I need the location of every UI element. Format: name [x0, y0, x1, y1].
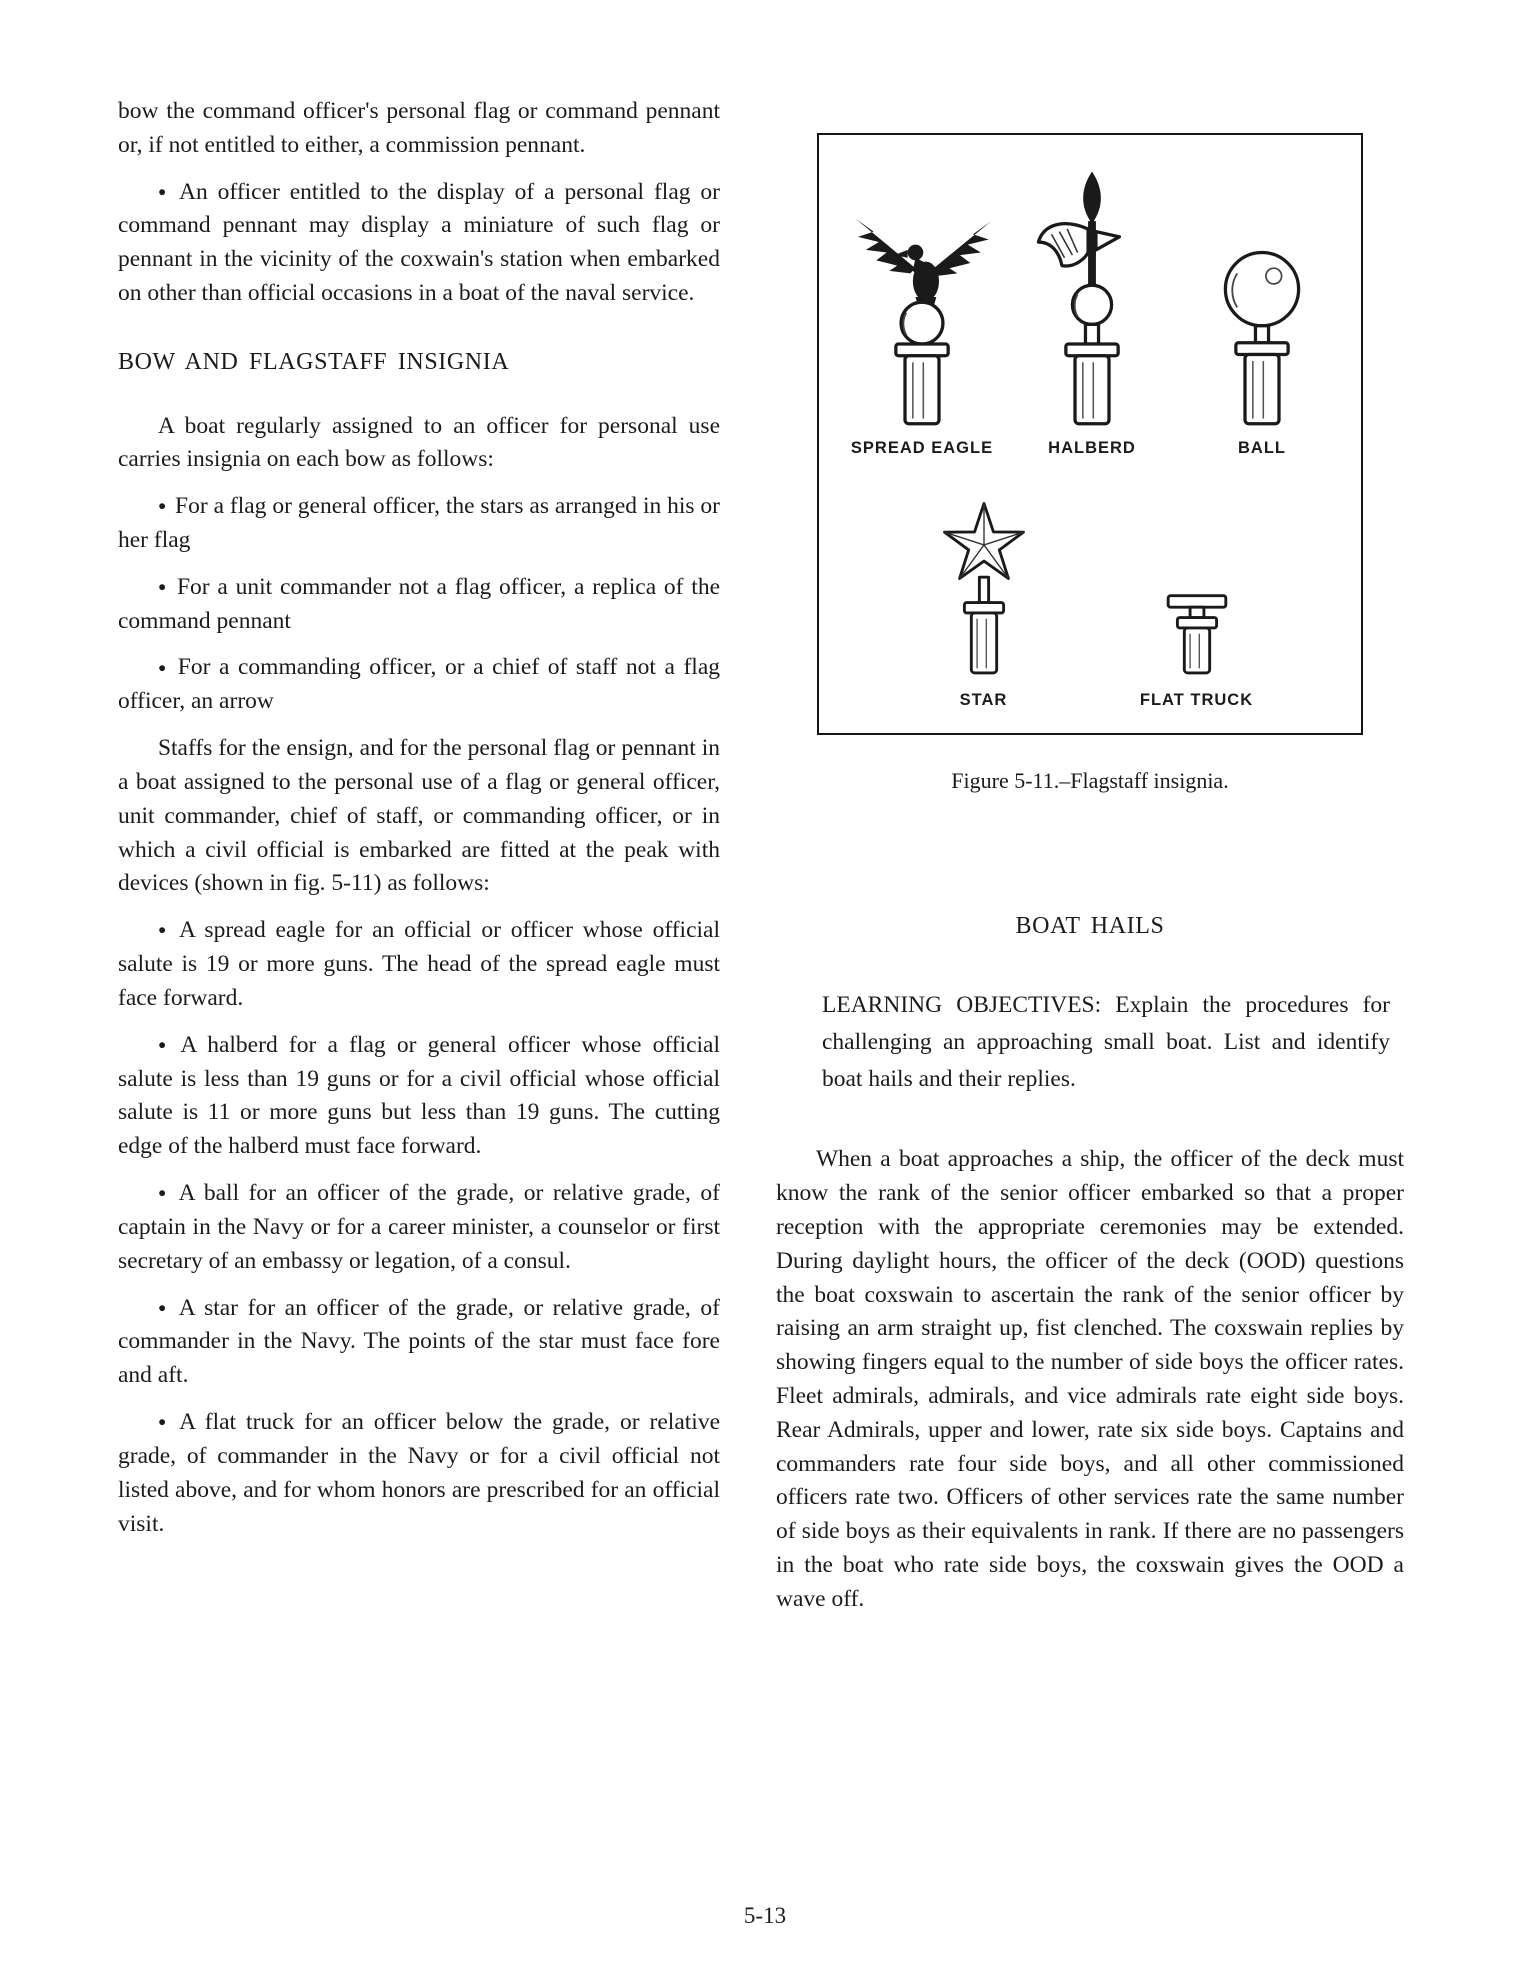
bullet-text: A ball for an officer of the grade, or relative grade, of captain in the Navy or for a career minister, a counselor or first secretary of an embassy or legation, of a consul.	[118, 1180, 721, 1274]
figure-label-ball: BALL	[1238, 439, 1286, 457]
bullet-text: For a unit commander not a flag officer, a replica of the command pennant	[118, 573, 720, 634]
bullet-text: A flat truck for an officer below the grade, or relative grade, of commander in the Navy or for a civil official not listed above, and for whom honors are prescribed for an official visit.	[118, 1409, 721, 1537]
figure-label-star: STAR	[959, 691, 1008, 710]
figure-item-halberd	[1007, 161, 1177, 461]
bullet-icon: ●	[157, 1036, 172, 1052]
bullet-item-spread-eagle	[118, 914, 720, 1015]
bullet-icon: ●	[157, 578, 169, 594]
paragraph-continuation: bow the command officer's personal flag or command pennant or, if not entitled to either, a commission pennant.	[118, 98, 720, 158]
two-column-layout	[118, 95, 1402, 1630]
bullet-item-flag-officer-stars	[118, 490, 720, 558]
figure-caption: Figure 5-11.–Flagstaff insignia.	[951, 768, 1229, 793]
bullet-icon: ●	[157, 1414, 171, 1430]
bullet-item-ball	[118, 1177, 720, 1278]
figure-item-ball	[1177, 161, 1347, 461]
bullet-text: For a commanding officer, or a chief of staff not a flag officer, an arrow	[118, 654, 720, 715]
spread-eagle-illustration	[837, 161, 1007, 429]
bullet-item-commanding-officer-arrow	[118, 651, 720, 719]
paragraph-boat-hails: When a boat approaches a ship, the officer of the deck must know the rank of the senior officer embarked so that a proper reception with the appropriate ceremonies may be extended. During daylight hours, the officer of the deck (OOD) questions the boat coxswain to ascertain the rank of the senior officer by raising an arm straight up, fist clenched. The coxswain replies by showing fingers equal to the number of side boys the officer rates. Fleet admirals, admirals, and vice admirals rate eight side boys. Rear Admirals, upper and lower, rate six side boys. Captains and commanders rate four side boys, and all other commissioned officers rate two. Officers of other services rate the same number of side boys as their equivalents in rank. If there are no passengers in the boat who rate side boys, the coxswain gives the OOD a wave off.	[776, 1146, 1404, 1612]
bullet-icon: ●	[157, 1185, 170, 1201]
bullet-item-halberd	[118, 1029, 720, 1164]
bullet-text: An officer entitled to the display of a personal flag or command pennant may display a miniature of such flag or pennant in the vicinity of the coxwain's station when embarked on other than official occasions in a boat of the naval service.	[118, 178, 720, 307]
ball-illustration	[1177, 161, 1347, 429]
figure-bottom-row	[837, 485, 1343, 713]
figure-box	[817, 133, 1363, 735]
bullet-icon: ●	[157, 922, 171, 938]
bullet-text: For a flag or general officer, the stars as arranged in his or her flag	[118, 493, 720, 553]
bullet-text: A star for an officer of the grade, or relative grade, of commander in the Navy. The points of the star must face fore and aft.	[118, 1294, 720, 1389]
star-illustration	[909, 485, 1059, 681]
bullet-icon: ●	[157, 498, 167, 514]
figure-top-row	[837, 161, 1343, 461]
bullet-text: A spread eagle for an official or officer whose official salute is 19 or more guns. The head of the spread eagle must face forward.	[118, 917, 720, 1011]
section-heading-boat-hails: BOAT HAILS	[1015, 912, 1165, 939]
figure-item-flat-truck	[1122, 485, 1272, 713]
bullet-item-miniature-flag	[118, 176, 720, 311]
halberd-illustration	[1007, 161, 1177, 429]
bullet-icon: ●	[157, 1299, 170, 1315]
bullet-icon: ●	[157, 183, 171, 199]
paragraph-bow-insignia: A boat regularly assigned to an officer for personal use carries insignia on each bow as follows:	[118, 412, 720, 473]
figure-item-star	[909, 485, 1059, 713]
section-heading-bow-and-flagstaff-insignia: BOW AND FLAGSTAFF INSIGNIA	[118, 348, 510, 375]
right-column	[776, 95, 1404, 1630]
bullet-item-flat-truck	[118, 1406, 720, 1541]
flat-truck-illustration	[1122, 485, 1272, 681]
figure-5-11	[817, 133, 1363, 797]
figure-label-flat-truck: FLAT TRUCK	[1139, 691, 1254, 710]
figure-label-halberd: HALBERD	[1048, 439, 1136, 457]
bullet-text: A halberd for a flag or general officer whose official salute is less than 19 guns or for a civil official whose official salute is 11 or more guns but less than 19 guns. The cutting edge of the halberd must face forward.	[118, 1031, 720, 1160]
figure-label-spread-eagle: SPREAD EAGLE	[850, 439, 994, 457]
bullet-item-unit-commander-pennant	[118, 571, 720, 639]
bullet-item-star	[118, 1292, 720, 1393]
left-column	[118, 95, 720, 1630]
bullet-icon: ●	[157, 659, 169, 675]
figure-item-spread-eagle	[837, 161, 1007, 461]
learning-objectives: LEARNING OBJECTIVES: Explain the procedures for challenging an approaching small boat. List and identify boat hails and their replies.	[822, 992, 1390, 1092]
paragraph-staffs-devices: Staffs for the ensign, and for the personal flag or pennant in a boat assigned to the personal use of a flag or general officer, unit commander, chief of staff, or commanding officer, or in which a civil official is embarked are fitted at the peak with devices (shown in fig. 5-11) as follows:	[118, 735, 720, 897]
page-number: 5-13	[743, 1902, 787, 1928]
